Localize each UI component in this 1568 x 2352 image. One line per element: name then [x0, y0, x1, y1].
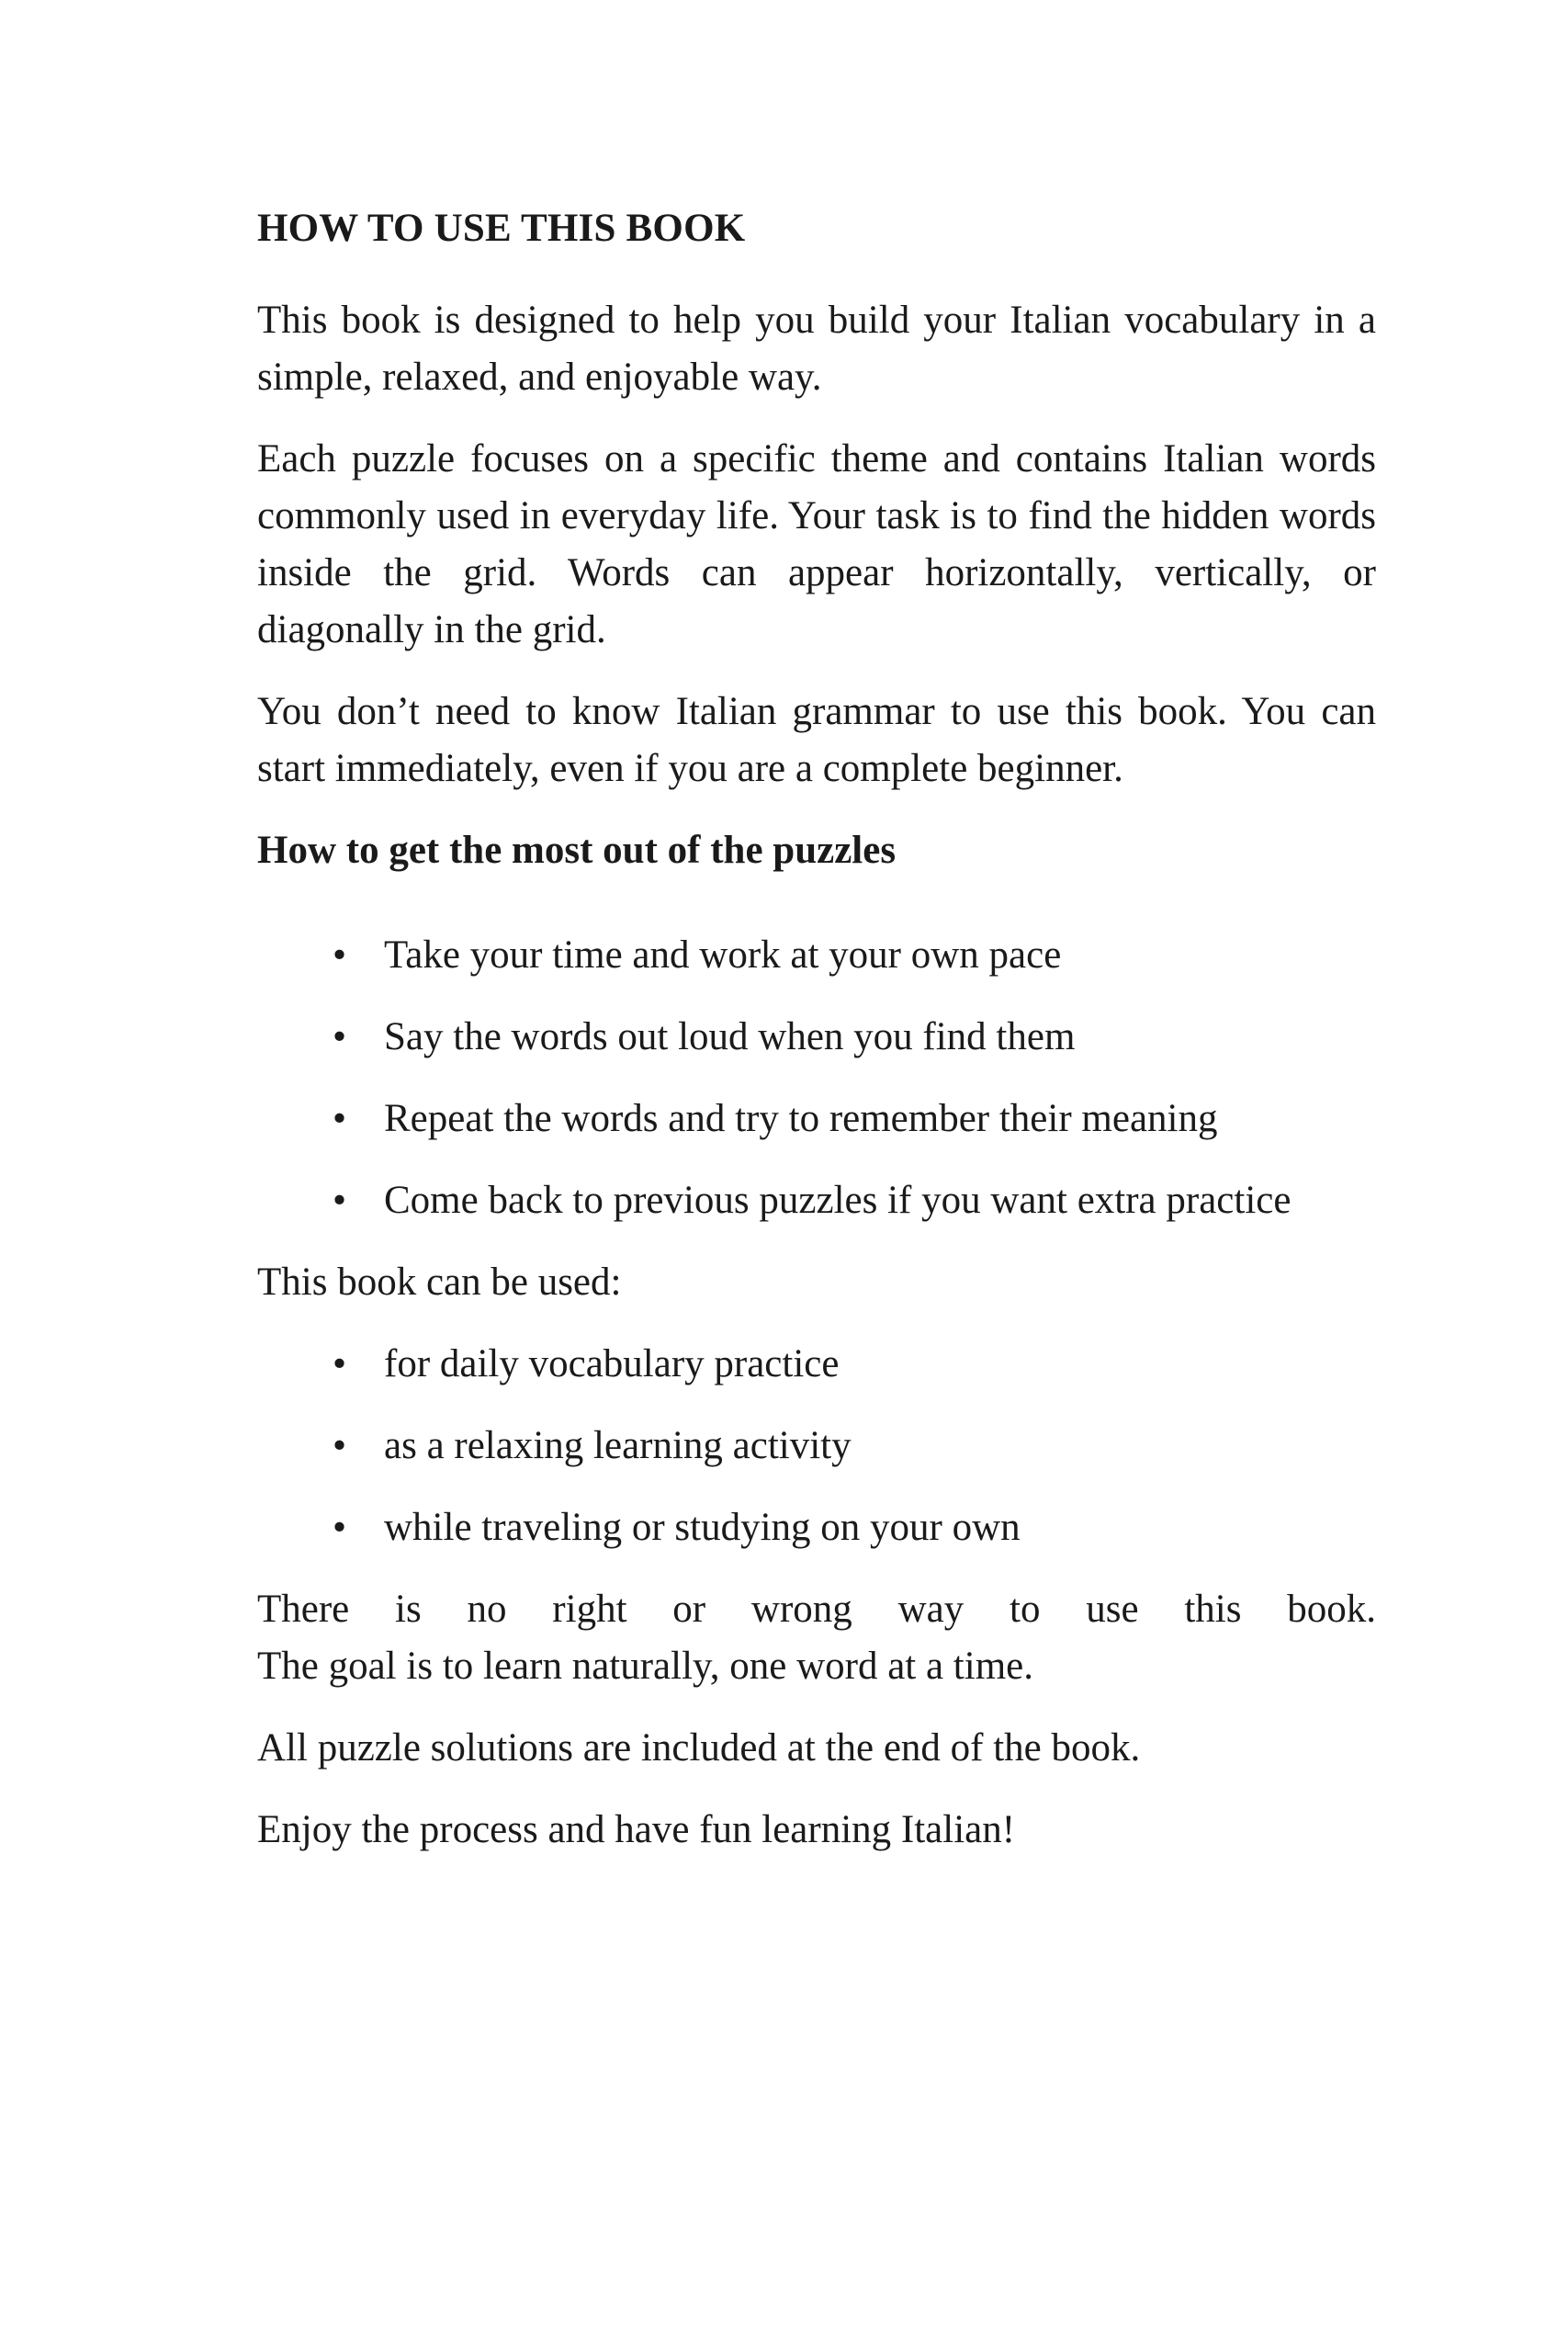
bullet-icon: • — [333, 1097, 347, 1140]
bullet-icon: • — [333, 1179, 347, 1222]
tips-heading: How to get the most out of the puzzles — [257, 829, 897, 872]
page-title: HOW TO USE THIS BOOK — [257, 207, 746, 250]
uses-list — [257, 1336, 1376, 1556]
list-item — [257, 1418, 1376, 1475]
list-item-text: Come back to previous puzzles if you want extra practice — [384, 1179, 1292, 1222]
list-item-text: Say the words out loud when you find them — [384, 1015, 1076, 1058]
list-item-text: while traveling or studying on your own — [384, 1506, 1021, 1549]
intro-paragraph-3: You don’t need to know Italian grammar to use this book. You can start immediately, even if you are a complete beginner. — [257, 690, 1376, 790]
bullet-icon: • — [333, 1506, 347, 1549]
list-item-text: Repeat the words and try to remember their meaning — [384, 1097, 1218, 1140]
list-item — [257, 1172, 1376, 1229]
intro-paragraph-1: This book is designed to help you build your Italian vocabulary in a simple, relaxed, and enjoyable way. — [257, 299, 1376, 399]
list-item — [257, 1091, 1376, 1148]
closing-paragraph-1 — [257, 1581, 1376, 1695]
book-page — [257, 200, 1376, 1883]
list-item-text: for daily vocabulary practice — [384, 1342, 840, 1385]
bullet-icon: • — [333, 1424, 347, 1467]
list-item-text: Take your time and work at your own pace — [384, 933, 1062, 977]
bullet-icon: • — [333, 1015, 347, 1058]
list-item-text: as a relaxing learning activity — [384, 1424, 852, 1467]
bullet-icon: • — [333, 933, 347, 977]
closing-line-2: The goal is to learn naturally, one word at a time. — [257, 1645, 1033, 1688]
closing-paragraph-3: Enjoy the process and have fun learning Italian! — [257, 1808, 1016, 1851]
bullet-icon: • — [333, 1342, 347, 1385]
closing-paragraph-2: All puzzle solutions are included at the end of the book. — [257, 1726, 1141, 1770]
list-item — [257, 1009, 1376, 1066]
list-item — [257, 1336, 1376, 1393]
tips-list — [257, 927, 1376, 1229]
closing-line-1: There is no right or wrong way to use this book. — [257, 1588, 1376, 1631]
intro-paragraph-2: Each puzzle focuses on a specific theme and contains Italian words commonly used in everyday life. Your task is to find the hidden words inside the grid. Words can appear horizontally, vertically, or diagonally in the grid. — [257, 437, 1376, 651]
list-item — [257, 927, 1376, 984]
list-item — [257, 1499, 1376, 1556]
uses-intro: This book can be used: — [257, 1261, 622, 1304]
